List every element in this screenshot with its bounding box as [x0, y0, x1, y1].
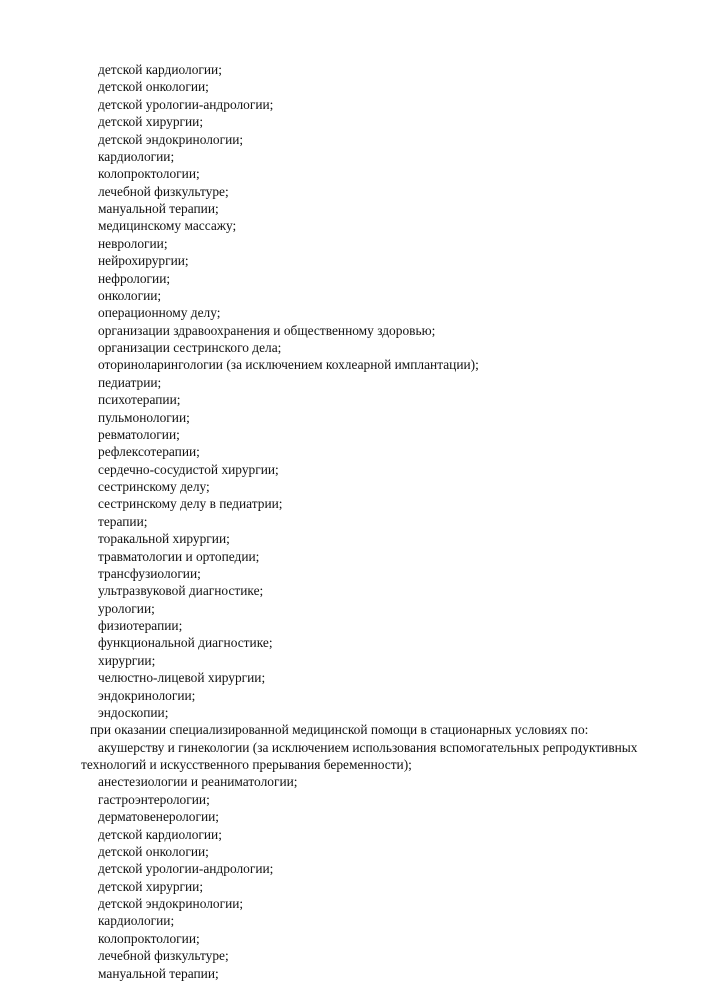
list-item: детской онкологии;	[98, 79, 209, 95]
list-item: мануальной терапии;	[98, 965, 219, 981]
list-item: торакальной хирургии;	[98, 531, 230, 547]
list-item-obstetrics-line2: технологий и искусственного прерывания беременности);	[81, 757, 412, 772]
list-item: челюстно-лицевой хирургии;	[98, 670, 266, 686]
list-item: нефрологии;	[98, 270, 171, 286]
list-item: оториноларингологии (за исключением кохлеарной имплантации);	[98, 357, 479, 373]
list-item: неврологии;	[98, 235, 168, 251]
list-item: нейрохирургии;	[98, 253, 189, 269]
list-item: сестринскому делу в педиатрии;	[98, 496, 283, 512]
list-item: детской хирургии;	[98, 878, 204, 894]
list-item-obstetrics-line1: акушерству и гинекологии (за исключением использования вспомогательных репродуктивных	[98, 739, 638, 755]
list-item: сердечно-сосудистой хирургии;	[98, 461, 279, 477]
list-item: функциональной диагностике;	[98, 635, 273, 651]
list-item: детской урологии-андрологии;	[98, 861, 274, 877]
specialty-list-outpatient	[81, 61, 681, 721]
list-item: ревматологии;	[98, 426, 180, 442]
list-item: колопроктологии;	[98, 166, 200, 182]
list-item: детской кардиологии;	[98, 826, 222, 842]
list-item: травматологии и ортопедии;	[98, 548, 260, 564]
list-item: психотерапии;	[98, 392, 181, 408]
list-item: мануальной терапии;	[98, 201, 219, 216]
list-item: кардиологии;	[98, 148, 175, 164]
list-item: эндокринологии;	[98, 687, 196, 703]
list-item: онкологии;	[98, 287, 162, 303]
list-item: рефлексотерапии;	[98, 444, 200, 460]
list-item: детской эндокринологии;	[98, 131, 244, 147]
document-content	[81, 61, 681, 982]
specialty-list-inpatient	[81, 773, 681, 982]
list-item: ультразвуковой диагностике;	[98, 583, 264, 599]
list-item: сестринскому делу;	[98, 479, 210, 494]
list-item: физиотерапии;	[98, 618, 183, 633]
list-item: операционному делу;	[98, 305, 221, 321]
list-item: детской эндокринологии;	[98, 896, 244, 911]
list-item: лечебной физкультуре;	[98, 183, 229, 199]
list-item: лечебной физкультуре;	[98, 948, 229, 964]
list-item: кардиологии;	[98, 913, 175, 929]
list-item: эндоскопии;	[98, 704, 169, 720]
list-item: детской хирургии;	[98, 114, 204, 130]
list-item: колопроктологии;	[98, 930, 200, 946]
list-item: гастроэнтерологии;	[98, 791, 210, 807]
list-item: урологии;	[98, 600, 155, 616]
list-item: медицинскому массажу;	[98, 218, 237, 234]
list-item: дерматовенерологии;	[98, 809, 220, 825]
list-item: пульмонологии;	[98, 409, 190, 425]
list-item: детской урологии-андрологии;	[98, 96, 274, 112]
list-item: терапии;	[98, 513, 148, 529]
list-item: педиатрии;	[98, 374, 162, 390]
list-item: организации здравоохранения и общественному здоровью;	[98, 322, 436, 338]
list-item: детской кардиологии;	[98, 62, 222, 77]
section-heading: при оказании специализированной медицинской помощи в стационарных условиях по:	[90, 722, 589, 738]
list-item: хирургии;	[98, 652, 156, 668]
list-item: организации сестринского дела;	[98, 340, 282, 355]
list-item: детской онкологии;	[98, 843, 209, 859]
list-item: анестезиологии и реаниматологии;	[98, 774, 298, 790]
list-item: трансфузиологии;	[98, 565, 201, 581]
